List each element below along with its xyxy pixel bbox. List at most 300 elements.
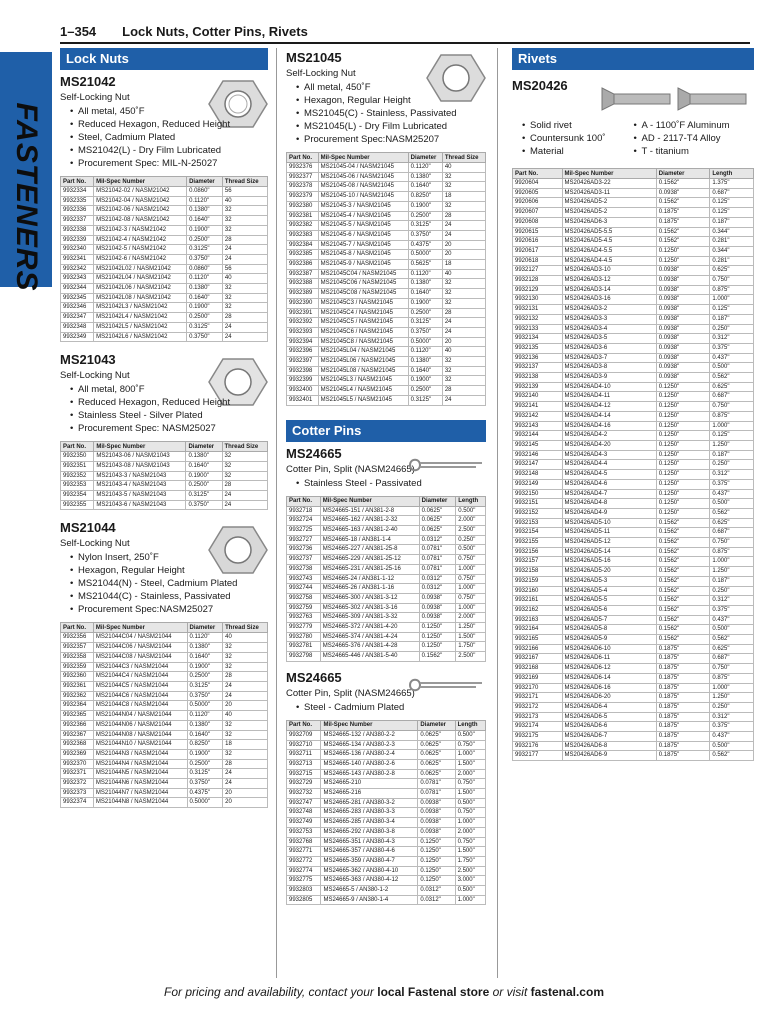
column-header: Diameter bbox=[187, 623, 223, 633]
table-row bbox=[287, 250, 486, 260]
table-cell: 0.0312" bbox=[419, 574, 456, 584]
table-cell: MS20426AD4-4 bbox=[562, 460, 656, 470]
table-cell: 9932336 bbox=[61, 206, 94, 216]
table-row bbox=[287, 376, 486, 386]
table-cell: 1.750" bbox=[455, 856, 485, 866]
table-row bbox=[287, 564, 486, 574]
table-cell: 0.0938" bbox=[419, 613, 456, 623]
table-cell: 9932129 bbox=[513, 285, 563, 295]
table-row bbox=[61, 216, 268, 226]
table-cell: 0.1875" bbox=[656, 217, 710, 227]
spec-table bbox=[512, 168, 754, 761]
table-row bbox=[61, 500, 268, 510]
table-cell: 0.312" bbox=[710, 596, 754, 606]
rivet-features bbox=[512, 119, 754, 158]
table-cell: 0.1875" bbox=[656, 683, 710, 693]
table-cell: 32 bbox=[222, 293, 267, 303]
table-cell: 0.0938" bbox=[656, 343, 710, 353]
table-cell: 56 bbox=[222, 187, 267, 197]
table-cell: 1.500" bbox=[455, 847, 485, 857]
table-cell: 1.500" bbox=[456, 632, 486, 642]
table-cell: MS24665-231 / AN381-25-16 bbox=[320, 564, 419, 574]
table-cell: 9932378 bbox=[287, 182, 319, 192]
table-cell: 0.1640" bbox=[408, 289, 442, 299]
table-cell: 32 bbox=[442, 298, 485, 308]
table-row bbox=[513, 557, 754, 567]
table-cell: 9932749 bbox=[287, 818, 321, 828]
table-cell: MS20426AD5-16 bbox=[562, 557, 656, 567]
table-cell: 9932146 bbox=[513, 450, 563, 460]
table-cell: 0.1875" bbox=[656, 722, 710, 732]
table-cell: 0.1900" bbox=[187, 749, 223, 759]
table-cell: 1.750" bbox=[456, 642, 486, 652]
table-cell: 0.1120" bbox=[408, 347, 442, 357]
table-cell: 0.250" bbox=[710, 460, 754, 470]
spec-table bbox=[60, 441, 268, 510]
table-row bbox=[287, 769, 486, 779]
table-cell: 0.1875" bbox=[656, 644, 710, 654]
table-cell: MS24665-362 / AN380-4-10 bbox=[321, 866, 418, 876]
feature-item: • MS21045(L) - Dry Film Lubricated bbox=[296, 120, 486, 133]
table-cell: 0.312" bbox=[710, 712, 754, 722]
table-cell: 9932148 bbox=[513, 470, 563, 480]
table-cell: 32 bbox=[442, 289, 485, 299]
table-row bbox=[287, 201, 486, 211]
table-cell: MS24665-216 bbox=[321, 789, 418, 799]
table-cell: 20 bbox=[223, 701, 268, 711]
table-cell: 0.1380" bbox=[186, 452, 222, 462]
table-cell: 0.3750" bbox=[186, 500, 222, 510]
feature-list bbox=[512, 119, 606, 158]
table-cell: MS21044N4 / NASM21044 bbox=[93, 759, 187, 769]
table-cell: 0.750" bbox=[710, 538, 754, 548]
table-cell: 0.1640" bbox=[408, 182, 442, 192]
table-row bbox=[513, 732, 754, 742]
table-row bbox=[61, 332, 268, 342]
table-row bbox=[513, 285, 754, 295]
table-cell: MS21044N7 / NASM21044 bbox=[93, 788, 187, 798]
table-cell: 24 bbox=[442, 221, 485, 231]
table-cell: MS21042-08 / NASM21042 bbox=[94, 216, 187, 226]
table-cell: 0.625" bbox=[710, 266, 754, 276]
table-row bbox=[513, 246, 754, 256]
table-cell: MS24665-151 / AN381-2-8 bbox=[320, 506, 419, 516]
table-row bbox=[513, 673, 754, 683]
table-cell: 9932354 bbox=[61, 491, 94, 501]
table-cell: 0.0938" bbox=[656, 188, 710, 198]
column-header: Thread Size bbox=[222, 177, 267, 187]
table-cell: 9932724 bbox=[287, 516, 321, 526]
table-cell: 28 bbox=[223, 672, 268, 682]
table-cell: 9932150 bbox=[513, 489, 563, 499]
table-row bbox=[61, 720, 268, 730]
table-header-row bbox=[287, 720, 486, 730]
table-cell: 0.250" bbox=[710, 586, 754, 596]
spec-table bbox=[60, 622, 268, 808]
table-cell: 9932174 bbox=[513, 722, 563, 732]
table-cell: MS21042-02 / NASM21042 bbox=[94, 187, 187, 197]
table-cell: 9932358 bbox=[61, 652, 94, 662]
table-row bbox=[61, 701, 268, 711]
table-cell: 32 bbox=[442, 201, 485, 211]
table-cell: 9932774 bbox=[287, 866, 321, 876]
table-row bbox=[287, 163, 486, 173]
product-subtitle: Cotter Pin, Split (NASM24665) bbox=[286, 463, 415, 475]
feature-item: • Procurement Spec: NASM25027 bbox=[70, 422, 268, 435]
table-cell: 9932133 bbox=[513, 324, 563, 334]
table-cell: 9932351 bbox=[61, 461, 94, 471]
table-cell: 0.1380" bbox=[408, 357, 442, 367]
table-cell: 40 bbox=[442, 269, 485, 279]
table-cell: 0.625" bbox=[710, 644, 754, 654]
table-cell: 0.312" bbox=[710, 334, 754, 344]
table-cell: MS21044N6 / NASM21044 bbox=[93, 779, 187, 789]
table-cell: 1.000" bbox=[710, 421, 754, 431]
table-row bbox=[61, 652, 268, 662]
table-cell: 0.1250" bbox=[656, 431, 710, 441]
table-cell: MS21044N04 / NASM21044 bbox=[93, 711, 187, 721]
table-cell: 0.1640" bbox=[187, 652, 223, 662]
table-cell: 40 bbox=[442, 163, 485, 173]
table-cell: 9932391 bbox=[287, 308, 319, 318]
table-cell: 32 bbox=[222, 206, 267, 216]
table-cell: 0.1250" bbox=[418, 837, 455, 847]
table-cell: MS21044N10 / NASM21044 bbox=[93, 740, 187, 750]
table-cell: MS21045-6 / NASM21045 bbox=[318, 230, 408, 240]
table-row bbox=[61, 322, 268, 332]
table-row bbox=[513, 295, 754, 305]
column-header: Thread Size bbox=[442, 153, 485, 163]
table-row bbox=[287, 337, 486, 347]
table-cell: 9932383 bbox=[287, 230, 319, 240]
table-row bbox=[287, 182, 486, 192]
column-divider bbox=[497, 48, 498, 978]
column-header: Part No. bbox=[61, 623, 94, 633]
table-cell: MS20426AD5-12 bbox=[562, 538, 656, 548]
table-row bbox=[513, 508, 754, 518]
table-cell: 9932368 bbox=[61, 740, 94, 750]
table-cell: MS24665-136 / AN380-2-4 bbox=[321, 750, 418, 760]
table-cell: MS20426AD5-4.5 bbox=[562, 237, 656, 247]
table-cell: 0.0938" bbox=[656, 353, 710, 363]
table-row bbox=[287, 172, 486, 182]
table-cell: 0.1120" bbox=[408, 163, 442, 173]
table-cell: 9932364 bbox=[61, 701, 94, 711]
table-cell: 0.0938" bbox=[656, 285, 710, 295]
table-row bbox=[287, 632, 486, 642]
feature-item: • MS21044(N) - Steel, Cadmium Plated bbox=[70, 577, 268, 590]
table-cell: 0.344" bbox=[710, 246, 754, 256]
table-cell: MS20426AD6-7 bbox=[562, 732, 656, 742]
table-cell: 9932164 bbox=[513, 625, 563, 635]
table-cell: 9932135 bbox=[513, 343, 563, 353]
table-cell: 9932759 bbox=[287, 603, 321, 613]
table-cell: 9932157 bbox=[513, 557, 563, 567]
table-cell: 9932353 bbox=[61, 481, 94, 491]
table-row bbox=[513, 547, 754, 557]
table-row bbox=[513, 440, 754, 450]
table-cell: MS21045L04 / NASM21045 bbox=[318, 347, 408, 357]
table-cell: MS20426AD4-8 bbox=[562, 499, 656, 509]
table-cell: 9932360 bbox=[61, 672, 94, 682]
table-cell: 0.1562" bbox=[656, 547, 710, 557]
table-row bbox=[513, 208, 754, 218]
table-cell: MS24665-357 / AN380-4-6 bbox=[321, 847, 418, 857]
table-cell: 0.1250" bbox=[656, 499, 710, 509]
column-header: Diameter bbox=[656, 169, 710, 179]
table-cell: 0.1900" bbox=[408, 201, 442, 211]
table-cell: 0.1562" bbox=[656, 557, 710, 567]
table-cell: 9932170 bbox=[513, 683, 563, 693]
table-cell: 32 bbox=[223, 730, 268, 740]
table-cell: 0.5625" bbox=[408, 260, 442, 270]
table-cell: 9932154 bbox=[513, 528, 563, 538]
table-cell: 0.750" bbox=[455, 740, 485, 750]
table-cell: 32 bbox=[442, 376, 485, 386]
table-cell: 0.500" bbox=[710, 625, 754, 635]
table-cell: 0.0938" bbox=[656, 324, 710, 334]
section-header-lock-nuts: Lock Nuts bbox=[60, 48, 268, 70]
product-subtitle: Self-Locking Nut bbox=[60, 92, 130, 103]
feature-list bbox=[286, 81, 486, 146]
table-cell: 0.0938" bbox=[656, 363, 710, 373]
table-cell: MS21045-10 / NASM21045 bbox=[318, 192, 408, 202]
footer-store-link[interactable]: local Fastenal store bbox=[377, 985, 490, 999]
table-cell: MS21043-06 / NASM21043 bbox=[94, 452, 186, 462]
table-cell: 9932725 bbox=[287, 525, 321, 535]
table-cell: 0.3125" bbox=[187, 245, 223, 255]
table-cell: 0.0781" bbox=[418, 789, 455, 799]
table-cell: 32 bbox=[222, 471, 267, 481]
table-cell: 9932343 bbox=[61, 274, 94, 284]
table-cell: 9932365 bbox=[61, 711, 94, 721]
table-cell: MS21045-3 / NASM21045 bbox=[318, 201, 408, 211]
column-header: Diameter bbox=[187, 177, 223, 187]
table-cell: MS21044N08 / NASM21044 bbox=[93, 730, 187, 740]
table-cell: MS20426AD5-3 bbox=[562, 576, 656, 586]
table-cell: 0.0938" bbox=[656, 373, 710, 383]
table-cell: MS21043-4 / NASM21043 bbox=[94, 481, 186, 491]
table-cell: 9932385 bbox=[287, 250, 319, 260]
table-cell: 40 bbox=[223, 711, 268, 721]
table-cell: MS20426AD3-16 bbox=[562, 295, 656, 305]
table-cell: 9932340 bbox=[61, 245, 94, 255]
table-cell: 2.000" bbox=[456, 613, 486, 623]
table-row bbox=[61, 711, 268, 721]
product-title: MS20426 bbox=[512, 78, 568, 93]
table-cell: MS20426AD3-4 bbox=[562, 324, 656, 334]
column-header: Mil-Spec Number bbox=[320, 496, 419, 506]
table-cell: 9932144 bbox=[513, 431, 563, 441]
table-row bbox=[287, 750, 486, 760]
table-row bbox=[61, 672, 268, 682]
table-cell: 0.625" bbox=[710, 382, 754, 392]
feature-item: • All metal, 450˚F bbox=[296, 81, 486, 94]
table-cell: 0.3750" bbox=[187, 779, 223, 789]
table-cell: 0.562" bbox=[710, 751, 754, 761]
table-cell: 0.875" bbox=[710, 411, 754, 421]
table-cell: 9932715 bbox=[287, 769, 321, 779]
table-cell: 0.1640" bbox=[187, 730, 223, 740]
table-cell: 0.0625" bbox=[418, 750, 455, 760]
table-cell: MS24665-292 / AN380-3-8 bbox=[321, 827, 418, 837]
table-cell: 0.1250" bbox=[419, 632, 456, 642]
table-row bbox=[513, 411, 754, 421]
product-ms24665-stainless bbox=[286, 446, 486, 662]
table-row bbox=[287, 603, 486, 613]
table-cell: 9932772 bbox=[287, 856, 321, 866]
table-cell: MS21045-9 / NASM21045 bbox=[318, 260, 408, 270]
table-cell: 0.1875" bbox=[656, 741, 710, 751]
table-cell: MS21044C6 / NASM21044 bbox=[93, 691, 187, 701]
footer-site-link[interactable]: fastenal.com bbox=[530, 985, 604, 999]
table-cell: 0.0860" bbox=[187, 187, 223, 197]
table-cell: 28 bbox=[442, 386, 485, 396]
table-cell: 40 bbox=[223, 633, 268, 643]
column-header: Diameter bbox=[408, 153, 442, 163]
table-cell: 9932347 bbox=[61, 313, 94, 323]
table-cell: 9932384 bbox=[287, 240, 319, 250]
table-row bbox=[513, 489, 754, 499]
product-subtitle: Self-Locking Nut bbox=[286, 68, 356, 79]
product-ms21044 bbox=[60, 520, 268, 808]
table-cell: 24 bbox=[442, 318, 485, 328]
feature-list bbox=[60, 551, 268, 616]
table-row bbox=[61, 481, 268, 491]
table-row bbox=[513, 450, 754, 460]
table-row bbox=[61, 274, 268, 284]
table-cell: 0.1640" bbox=[187, 293, 223, 303]
table-cell: 0.1250" bbox=[656, 479, 710, 489]
table-cell: MS24665-372 / AN381-4-20 bbox=[320, 623, 419, 633]
table-row bbox=[513, 470, 754, 480]
column-header: Part No. bbox=[513, 169, 563, 179]
table-cell: 2.500" bbox=[455, 866, 485, 876]
table-cell: 9920616 bbox=[513, 237, 563, 247]
table-cell: 28 bbox=[442, 211, 485, 221]
table-cell: 0.750" bbox=[455, 837, 485, 847]
table-cell: 0.1250" bbox=[419, 623, 456, 633]
table-header-row bbox=[513, 169, 754, 179]
table-cell: 9932162 bbox=[513, 605, 563, 615]
table-row bbox=[513, 188, 754, 198]
table-cell: MS21045-5 / NASM21045 bbox=[318, 221, 408, 231]
table-cell: MS20426AD5-20 bbox=[562, 567, 656, 577]
table-cell: 0.1380" bbox=[187, 284, 223, 294]
table-cell: 1.000" bbox=[456, 564, 486, 574]
table-row bbox=[287, 516, 486, 526]
table-cell: 28 bbox=[223, 759, 268, 769]
table-cell: 0.1562" bbox=[656, 538, 710, 548]
table-row bbox=[287, 308, 486, 318]
table-cell: MS20426AD5-8 bbox=[562, 625, 656, 635]
table-cell: 28 bbox=[222, 313, 267, 323]
table-cell: 0.1380" bbox=[408, 172, 442, 182]
table-cell: 32 bbox=[222, 216, 267, 226]
table-cell: 0.3750" bbox=[187, 332, 223, 342]
table-cell: 1.250" bbox=[710, 567, 754, 577]
table-header-row bbox=[61, 442, 268, 452]
table-cell: 9932335 bbox=[61, 196, 94, 206]
table-row bbox=[287, 808, 486, 818]
rivet-image bbox=[600, 84, 750, 114]
table-cell: 0.1562" bbox=[656, 237, 710, 247]
table-cell: MS20426AD4-4.5 bbox=[562, 256, 656, 266]
table-cell: 0.1380" bbox=[187, 643, 223, 653]
table-cell: 9932729 bbox=[287, 779, 321, 789]
table-cell: 0.0625" bbox=[418, 730, 455, 740]
table-cell: 9932139 bbox=[513, 382, 563, 392]
table-cell: MS20426AD6-5 bbox=[562, 712, 656, 722]
table-cell: 9932781 bbox=[287, 642, 321, 652]
table-cell: 9932387 bbox=[287, 269, 319, 279]
table-cell: 9932173 bbox=[513, 712, 563, 722]
table-cell: 0.687" bbox=[710, 188, 754, 198]
table-header-row bbox=[287, 153, 486, 163]
product-ms21043 bbox=[60, 352, 268, 510]
column-header: Length bbox=[455, 720, 485, 730]
side-tab-label: FASTENERS bbox=[10, 102, 43, 292]
table-cell: 9932727 bbox=[287, 535, 321, 545]
table-cell: 1.000" bbox=[710, 295, 754, 305]
table-cell: MS21042L08 / NASM21042 bbox=[94, 293, 187, 303]
table-cell: 0.1562" bbox=[656, 635, 710, 645]
table-cell: MS24665-134 / AN380-2-3 bbox=[321, 740, 418, 750]
table-cell: 0.1250" bbox=[656, 256, 710, 266]
table-row bbox=[513, 382, 754, 392]
table-row bbox=[513, 179, 754, 189]
table-cell: 9932775 bbox=[287, 876, 321, 886]
table-cell: 0.1875" bbox=[656, 702, 710, 712]
table-cell: 9932166 bbox=[513, 644, 563, 654]
table-row bbox=[287, 279, 486, 289]
table-cell: MS24665-9 / AN380-1-4 bbox=[321, 895, 418, 905]
feature-item: • T - titanium bbox=[634, 145, 730, 158]
table-cell: MS21042L02 / NASM21042 bbox=[94, 264, 187, 274]
table-cell: 0.1250" bbox=[656, 382, 710, 392]
table-cell: 0.0625" bbox=[419, 506, 456, 516]
table-cell: 9920604 bbox=[513, 179, 563, 189]
table-cell: 1.000" bbox=[710, 683, 754, 693]
table-cell: MS21042L3 / NASM21042 bbox=[94, 303, 187, 313]
table-cell: MS24665-24 / AN381-1-12 bbox=[320, 574, 419, 584]
table-cell: 9932130 bbox=[513, 295, 563, 305]
table-row bbox=[287, 798, 486, 808]
table-cell: 0.1900" bbox=[187, 303, 223, 313]
table-cell: 9932372 bbox=[61, 779, 94, 789]
table-cell: 24 bbox=[222, 491, 267, 501]
product-subtitle: Self-Locking Nut bbox=[60, 538, 130, 550]
spec-table bbox=[286, 152, 486, 406]
table-cell: 0.187" bbox=[710, 217, 754, 227]
table-cell: MS24665-374 / AN381-4-24 bbox=[320, 632, 419, 642]
table-cell: MS20426AD3-9 bbox=[562, 373, 656, 383]
table-cell: 9932737 bbox=[287, 555, 321, 565]
table-cell: MS21042L04 / NASM21042 bbox=[94, 274, 187, 284]
table-cell: 0.0781" bbox=[419, 555, 456, 565]
table-row bbox=[513, 528, 754, 538]
table-cell: 20 bbox=[223, 788, 268, 798]
table-cell: 0.0312" bbox=[418, 886, 455, 896]
table-cell: MS20426AD6-20 bbox=[562, 693, 656, 703]
table-row bbox=[61, 235, 268, 245]
table-cell: 0.375" bbox=[710, 722, 754, 732]
table-cell: MS21043-08 / NASM21043 bbox=[94, 461, 186, 471]
table-row bbox=[287, 395, 486, 405]
table-row bbox=[61, 264, 268, 274]
product-subtitle: Cotter Pin, Split (NASM24665) bbox=[286, 687, 415, 699]
table-cell: MS21042-06 / NASM21042 bbox=[94, 206, 187, 216]
